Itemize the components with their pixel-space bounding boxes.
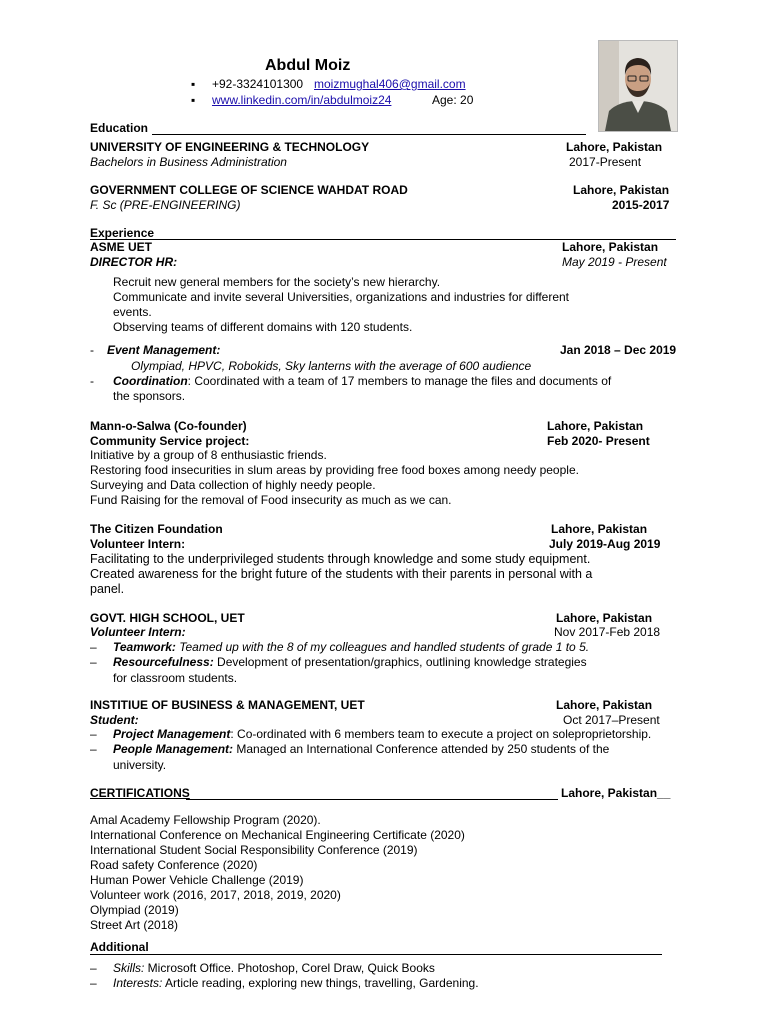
- certification-item: Volunteer work (2016, 2017, 2018, 2019, 2020): [90, 888, 341, 902]
- exp-org: GOVT. HIGH SCHOOL, UET: [90, 611, 245, 625]
- coord-text: : Coordinated with a team of 17 members to manage the files and documents of: [187, 374, 612, 388]
- certifications-rule: [186, 799, 558, 800]
- coordination-line: [113, 374, 611, 389]
- exp-detail-line: Facilitating to the underprivileged students through knowledge and some study equipment.: [90, 552, 591, 566]
- certification-item: Road safety Conference (2020): [90, 858, 258, 872]
- exp-detail-line: Communicate and invite several Universities, organizations and industries for different: [113, 290, 570, 304]
- event-label: Event Management:: [107, 343, 221, 357]
- education-rule: [152, 134, 586, 135]
- exp-detail-line: Observing teams of different domains with 120 students.: [113, 320, 413, 334]
- people-management-line: [113, 742, 609, 757]
- exp-role: Volunteer Intern:: [90, 537, 186, 551]
- edu-location: Lahore, Pakistan: [566, 140, 663, 154]
- exp-detail-line: Recruit new general members for the society’s new hierarchy.: [113, 275, 441, 289]
- interests-line: [113, 976, 479, 991]
- exp-org: ASME UET: [90, 240, 153, 254]
- resourcefulness-line-2: for classroom students.: [113, 671, 238, 685]
- certification-item: International Student Social Responsibility Conference (2019): [90, 843, 418, 857]
- certification-item: Street Art (2018): [90, 918, 179, 932]
- exp-detail-line: Created awareness for the bright future of the students with their parents in personal with a: [90, 567, 593, 581]
- linkedin-link[interactable]: www.linkedin.com/in/abdulmoiz24: [212, 93, 392, 107]
- exp-detail-line: panel.: [90, 582, 125, 596]
- interests-label: Interests:: [113, 976, 163, 990]
- certification-item: Olympiad (2019): [90, 903, 179, 917]
- exp-role: DIRECTOR HR:: [90, 255, 178, 269]
- certification-item: International Conference on Mechanical Engineering Certificate (2020): [90, 828, 465, 842]
- event-dates: Jan 2018 – Dec 2019: [560, 343, 677, 357]
- dash-bullet: –: [90, 976, 97, 990]
- project-management-line: [113, 727, 651, 742]
- exp-dates: Nov 2017-Feb 2018: [554, 625, 661, 639]
- dash-bullet: –: [90, 961, 97, 975]
- bullet-icon: ▪: [191, 77, 196, 91]
- edu-location: Lahore, Pakistan: [573, 183, 670, 197]
- edu-dates: 2015-2017: [612, 198, 670, 212]
- exp-dates: May 2019 - Present: [562, 255, 667, 269]
- teamwork-line: [113, 640, 589, 655]
- exp-dates: Oct 2017–Present: [563, 713, 660, 727]
- exp-detail-line: events.: [113, 305, 152, 319]
- people-management-line-2: university.: [113, 758, 167, 772]
- teamwork-text: Teamed up with the 8 of my colleagues and handled students of grade 1 to 5.: [175, 640, 590, 654]
- portrait-image: [599, 41, 677, 131]
- contact-phone: +92-3324101300: [212, 77, 304, 91]
- project-management-text: : Co-ordinated with 6 members team to execute a project on soleproprietorship.: [230, 727, 652, 741]
- interests-text: Article reading, exploring new things, travelling, Gardening.: [162, 976, 479, 990]
- edu-degree: F. Sc (PRE-ENGINEERING): [90, 198, 241, 212]
- exp-location: Lahore, Pakistan: [556, 698, 653, 712]
- certification-item: Human Power Vehicle Challenge (2019): [90, 873, 304, 887]
- people-management-text: Managed an International Conference attended by 250 students of the: [233, 742, 610, 756]
- teamwork-label: Teamwork:: [113, 640, 176, 654]
- dash-bullet: -: [90, 374, 94, 388]
- bullet-icon: ▪: [191, 93, 196, 107]
- exp-org: INSTITIUE OF BUSINESS & MANAGEMENT, UET: [90, 698, 365, 712]
- resourcefulness-line: [113, 655, 587, 670]
- edu-school: GOVERNMENT COLLEGE OF SCIENCE WAHDAT ROAD: [90, 183, 408, 197]
- exp-detail-line: Surveying and Data collection of highly needy people.: [90, 478, 376, 492]
- profile-photo: [598, 40, 678, 132]
- exp-location: Lahore, Pakistan: [551, 522, 648, 536]
- exp-role: Volunteer Intern:: [90, 625, 186, 639]
- skills-text: Microsoft Office. Photoshop, Corel Draw, Quick Books: [144, 961, 435, 975]
- exp-detail-line: Restoring food insecurities in slum areas by providing free food boxes among needy people.: [90, 463, 579, 477]
- experience-heading: Experience: [90, 226, 155, 240]
- certifications-location: Lahore, Pakistan__: [561, 786, 671, 800]
- dash-bullet: –: [90, 727, 97, 741]
- exp-role: Student:: [90, 713, 139, 727]
- email-link[interactable]: moizmughal406@gmail.com: [314, 77, 466, 91]
- edu-school: UNIVERSITY OF ENGINEERING & TECHNOLOGY: [90, 140, 370, 154]
- edu-degree: Bachelors in Business Administration: [90, 155, 287, 169]
- edu-dates: 2017-Present: [569, 155, 642, 169]
- people-management-label: People Management:: [113, 742, 234, 756]
- certification-item: Amal Academy Fellowship Program (2020).: [90, 813, 321, 827]
- exp-location: Lahore, Pakistan: [547, 419, 644, 433]
- skills-label: Skills:: [113, 961, 145, 975]
- exp-org: Mann-o-Salwa (Co-founder): [90, 419, 247, 433]
- skills-line: [113, 961, 435, 976]
- exp-org: The Citizen Foundation: [90, 522, 223, 536]
- education-heading: Education: [90, 121, 149, 135]
- dash-bullet: –: [90, 640, 97, 654]
- additional-heading: Additional: [90, 940, 149, 954]
- resourcefulness-label: Resourcefulness:: [113, 655, 214, 669]
- coordination-line-2: the sponsors.: [113, 389, 186, 403]
- age-text: Age: 20: [432, 93, 474, 107]
- exp-dates: July 2019-Aug 2019: [549, 537, 661, 551]
- exp-detail-line: Fund Raising for the removal of Food insecurity as much as we can.: [90, 493, 452, 507]
- exp-location: Lahore, Pakistan: [562, 240, 659, 254]
- dash-bullet: -: [90, 343, 94, 357]
- additional-rule: [90, 954, 662, 955]
- resume-name: Abdul Moiz: [265, 57, 351, 74]
- exp-location: Lahore, Pakistan: [556, 611, 653, 625]
- event-detail: Olympiad, HPVC, Robokids, Sky lanterns with the average of 600 audience: [131, 359, 532, 373]
- certifications-heading: CERTIFICATIONS: [90, 786, 190, 800]
- dash-bullet: –: [90, 742, 97, 756]
- resourcefulness-text: Development of presentation/graphics, outlining knowledge strategies: [213, 655, 587, 669]
- exp-dates: Feb 2020- Present: [547, 434, 650, 448]
- coord-label: Coordination: [113, 374, 188, 388]
- project-management-label: Project Management: [113, 727, 231, 741]
- exp-role: Community Service project:: [90, 434, 250, 448]
- dash-bullet: –: [90, 655, 97, 669]
- exp-detail-line: Initiative by a group of 8 enthusiastic friends.: [90, 448, 327, 462]
